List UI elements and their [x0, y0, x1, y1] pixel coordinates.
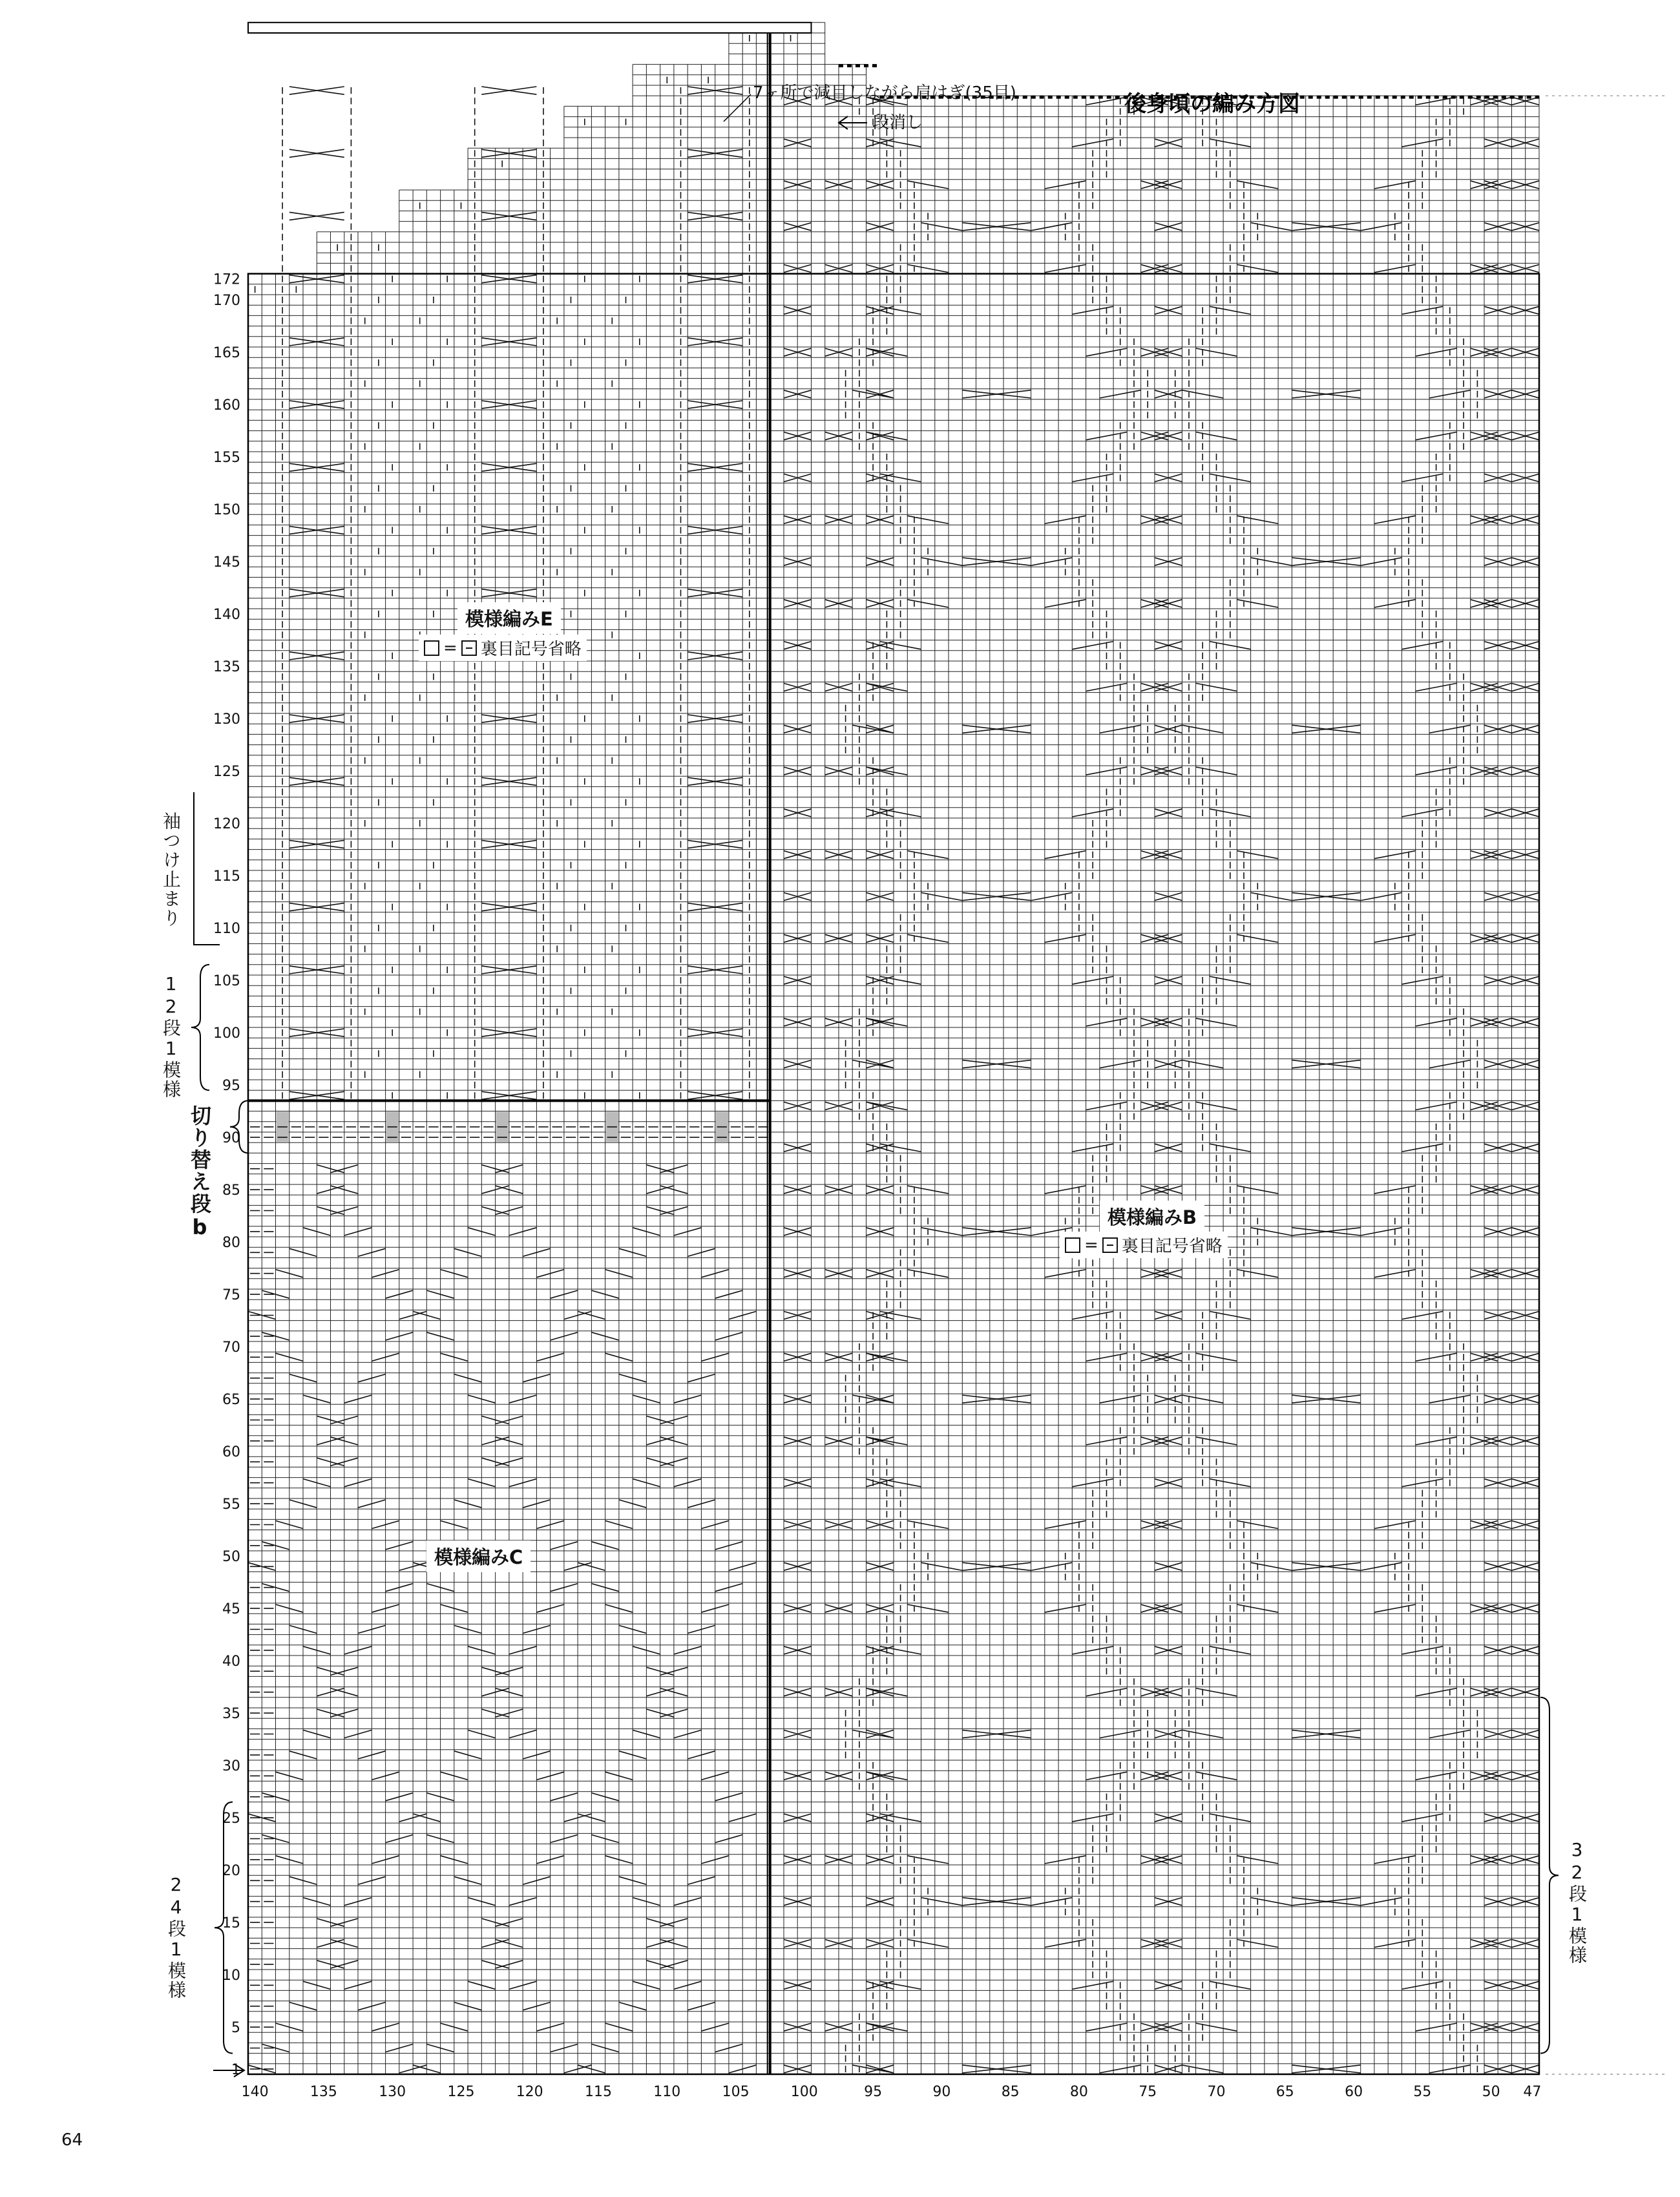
- stitch-tick-label: 100: [790, 2084, 818, 2100]
- stitch-tick-label: 105: [722, 2084, 750, 2100]
- row-tick-label: 165: [213, 345, 240, 362]
- stitch-tick-label: 60: [1345, 2084, 1363, 2100]
- blank-square-icon: [1065, 1237, 1080, 1253]
- row-tick-label: 95: [222, 1078, 240, 1095]
- pattern-b-note-text: 裏目記号省略: [1121, 1237, 1223, 1256]
- row-tick-label: 40: [222, 1654, 240, 1670]
- row-tick-label: 65: [222, 1392, 240, 1409]
- stitch-tick-label: 120: [516, 2084, 543, 2100]
- row-tick-label: 150: [213, 502, 240, 519]
- bind-off-note: 段消し: [872, 113, 923, 132]
- row-tick-label: 80: [222, 1235, 240, 1252]
- blank-square-icon: [424, 640, 439, 656]
- row-tick-label: 15: [222, 1915, 240, 1932]
- equals-sign: =: [1084, 1235, 1098, 1255]
- stitch-tick-label: 130: [379, 2084, 406, 2100]
- stitch-tick-label: 75: [1139, 2084, 1157, 2100]
- pattern-b-note: [1060, 1232, 1228, 1258]
- row-tick-label: 85: [222, 1183, 240, 1199]
- chart-grid: [248, 23, 1539, 2074]
- purl-square-icon: [1102, 1237, 1118, 1253]
- stitch-tick-label: 140: [241, 2084, 269, 2100]
- row-tick-label: 120: [213, 816, 240, 833]
- pattern-b-label: 模様編みB: [1100, 1201, 1204, 1232]
- row-tick-label: 140: [213, 607, 240, 624]
- stitch-tick-label: 95: [864, 2084, 883, 2100]
- repeat-24-label: 24段1模様: [165, 1874, 187, 2000]
- repeat-brace: [1540, 1698, 1559, 2054]
- row-tick-label: 100: [213, 1025, 240, 1042]
- row-tick-label: 75: [222, 1287, 240, 1304]
- row-tick-label: 155: [213, 450, 240, 467]
- purl-square-icon: [461, 640, 477, 656]
- row-tick-label: 25: [222, 1811, 240, 1827]
- row-tick-label: 170: [213, 293, 240, 310]
- row-tick-label: 172: [213, 271, 240, 288]
- pattern-e-note: [419, 635, 587, 661]
- row-tick-label: 105: [213, 973, 240, 990]
- pattern-e-label: 模様編みE: [457, 602, 561, 634]
- row-number-axis: [213, 272, 240, 2078]
- row-tick-label: 115: [213, 868, 240, 885]
- row-tick-label: 70: [222, 1340, 240, 1356]
- row-tick-label: 10: [222, 1968, 240, 1984]
- row-tick-label: 145: [213, 554, 240, 571]
- page-title: 後身頃の編み方図: [1124, 91, 1300, 117]
- stitch-tick-label: 90: [932, 2084, 951, 2100]
- stitch-tick-label: 50: [1482, 2084, 1500, 2100]
- pattern-c-label: 模様編みC: [426, 1540, 530, 1572]
- row-tick-label: 20: [222, 1863, 240, 1880]
- stitch-tick-label: 125: [447, 2084, 475, 2100]
- row-tick-label: 130: [213, 711, 240, 728]
- stitch-tick-label: 135: [310, 2084, 337, 2100]
- stitch-tick-label: 80: [1069, 2084, 1088, 2100]
- row-tick-label: 35: [222, 1706, 240, 1723]
- chart-frame: [194, 23, 1667, 2077]
- row-tick-label: 45: [222, 1601, 240, 1618]
- row-tick-label: 60: [222, 1444, 240, 1461]
- stitch-tick-label: 85: [1001, 2084, 1020, 2100]
- pattern-e-note-text: 裏目記号省略: [480, 640, 582, 659]
- row-tick-label: 135: [213, 659, 240, 676]
- row-tick-label: 5: [231, 2020, 240, 2037]
- sleeve-stop-label: 袖つけ止まり: [160, 812, 182, 928]
- shoulder-note: 7ヶ所で減目しながら肩はぎ(35目): [753, 83, 1016, 103]
- repeat-brace: [191, 965, 209, 1090]
- stitch-tick-label: 55: [1413, 2084, 1432, 2100]
- row-tick-label: 55: [222, 1497, 240, 1513]
- row-tick-label: 110: [213, 921, 240, 938]
- equals-sign: =: [443, 638, 457, 658]
- row-tick-label: 1: [231, 2061, 240, 2078]
- page-number: 64: [61, 2130, 83, 2150]
- row-tick-label: 30: [222, 1758, 240, 1775]
- row-tick-label: 125: [213, 764, 240, 781]
- stitch-tick-label: 65: [1276, 2084, 1294, 2100]
- stitch-tick-label: 70: [1207, 2084, 1226, 2100]
- row-tick-label: 50: [222, 1549, 240, 1566]
- stitch-tick-label: 115: [585, 2084, 612, 2100]
- repeat-32-label: 32段1模様: [1566, 1839, 1588, 1965]
- stitch-number-axis: [242, 2084, 1542, 2100]
- row-tick-label: 160: [213, 397, 240, 414]
- repeat-12-label: 12段1模様: [160, 973, 182, 1099]
- switch-row-b-label: 切り替え段b: [187, 1105, 212, 1241]
- row-tick-label: 90: [222, 1130, 240, 1147]
- stitch-tick-label: 110: [653, 2084, 681, 2100]
- stitch-tick-label: 47: [1523, 2084, 1542, 2100]
